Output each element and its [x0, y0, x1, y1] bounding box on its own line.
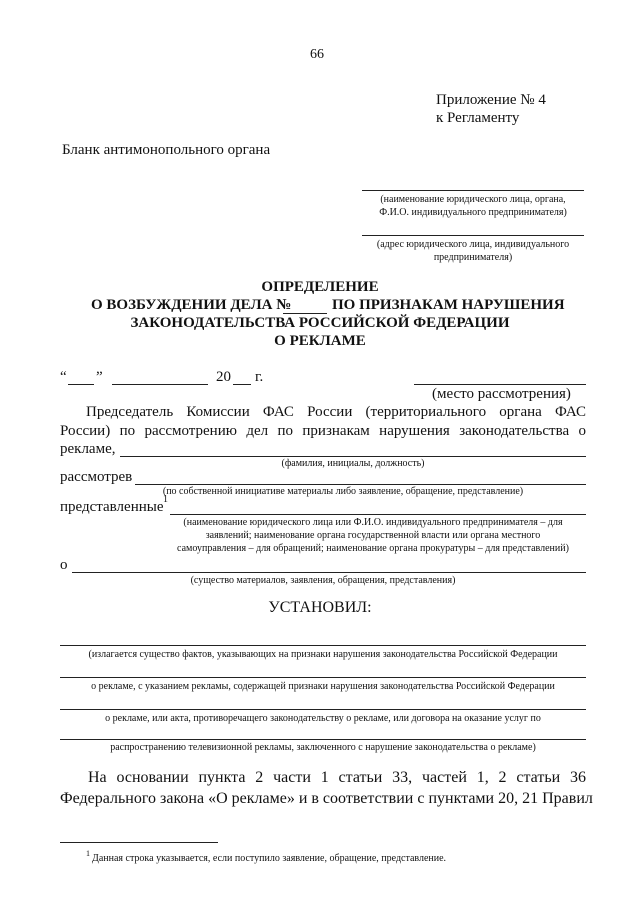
- facts-line-1: [60, 645, 586, 646]
- date-year-suffix: г.: [255, 369, 264, 385]
- submitted-caption-3: самоуправления – для обращений; наименование органа прокуратуры – для представлений): [177, 543, 569, 554]
- submitted-label: представленные: [60, 499, 164, 515]
- facts-line-2: [60, 677, 586, 678]
- facts-caption-2: о рекламе, с указанием рекламы, содержащей признаки нарушения законодательства Российской Федерации: [91, 681, 555, 692]
- established-heading: УСТАНОВИЛ:: [268, 599, 372, 616]
- chair-line: [120, 456, 586, 457]
- body-p1-line3: рекламе,: [60, 441, 116, 457]
- submitted-line: [170, 514, 586, 515]
- date-open-quote: “: [60, 369, 67, 385]
- about-label: о: [60, 557, 68, 573]
- title-line-2a: О ВОЗБУЖДЕНИИ ДЕЛА №: [91, 297, 292, 313]
- facts-caption-3: о рекламе, или акта, противоречащего законодательству о рекламе, или договора на оказание услуг по: [105, 713, 541, 724]
- basis-line1: На основании пункта 2 части 1 статьи 33, частей 1, 2 статьи 36: [88, 769, 586, 786]
- body-p1-line2: России) по рассмотрению дел по признакам нарушения законодательства о: [60, 423, 586, 439]
- letterhead-label: Бланк антимонопольного органа: [62, 142, 271, 158]
- submitted-caption-2: заявлений; наименование органа государственной власти или органа местного: [205, 530, 541, 541]
- submitted-caption-1: (наименование юридического лица или Ф.И.О. индивидуального предпринимателя – для: [183, 517, 563, 528]
- title-line-1: ОПРЕДЕЛЕНИЕ: [261, 279, 379, 295]
- facts-caption-1: (излагается существо фактов, указывающих на признаки нарушения законодательства Российской Федерации: [88, 649, 558, 660]
- basis-line2: Федерального закона «О рекламе» и в соответствии с пунктами 20, 21 Правил: [60, 790, 593, 807]
- place-line: [414, 384, 586, 385]
- title-line-3: ЗАКОНОДАТЕЛЬСТВА РОССИЙСКОЙ ФЕДЕРАЦИИ: [130, 315, 510, 331]
- facts-caption-4: распространению телевизионной рекламы, заключенного с нарушение законодательства о рекламе): [110, 742, 536, 753]
- page-number: 66: [310, 47, 324, 62]
- footnote-separator: [60, 842, 218, 843]
- date-day-line: [68, 384, 94, 385]
- footnote-mark: 1: [86, 849, 90, 858]
- chair-caption: (фамилия, инициалы, должность): [281, 458, 425, 469]
- about-caption: (существо материалов, заявления, обращения, представления): [190, 575, 456, 586]
- appendix-regulation: к Регламенту: [436, 110, 520, 126]
- addressee-name-caption-1: (наименование юридического лица, органа,: [380, 194, 566, 205]
- addressee-name-line: [362, 190, 584, 191]
- title-line-2b: ПО ПРИЗНАКАМ НАРУШЕНИЯ: [332, 297, 565, 313]
- addressee-address-line: [362, 235, 584, 236]
- date-year-line: [233, 384, 251, 385]
- body-p1-line1: Председатель Комиссии ФАС России (территориального органа ФАС: [86, 404, 586, 420]
- addressee-address-caption-2: предпринимателя): [433, 252, 513, 263]
- considered-line: [135, 484, 586, 485]
- about-line: [72, 572, 586, 573]
- addressee-name-caption-2: Ф.И.О. индивидуального предпринимателя): [379, 207, 567, 218]
- addressee-address-caption-1: (адрес юридического лица, индивидуального: [376, 239, 570, 250]
- submitted-footnote-mark: 1: [163, 494, 168, 505]
- date-year-prefix: 20: [216, 369, 231, 385]
- footnote-text: Данная строка указывается, если поступило заявление, обращение, представление.: [92, 853, 447, 864]
- place-caption: (место рассмотрения): [432, 386, 571, 402]
- case-number-line: [283, 313, 327, 314]
- facts-line-3: [60, 709, 586, 710]
- considered-caption: (по собственной инициативе материалы либо заявление, обращение, представление): [162, 486, 524, 497]
- considered-label: рассмотрев: [60, 469, 133, 485]
- title-line-4: О РЕКЛАМЕ: [274, 333, 366, 349]
- date-close-quote: ”: [96, 369, 103, 385]
- appendix-number: Приложение № 4: [436, 92, 546, 108]
- date-month-line: [112, 384, 208, 385]
- facts-line-4: [60, 739, 586, 740]
